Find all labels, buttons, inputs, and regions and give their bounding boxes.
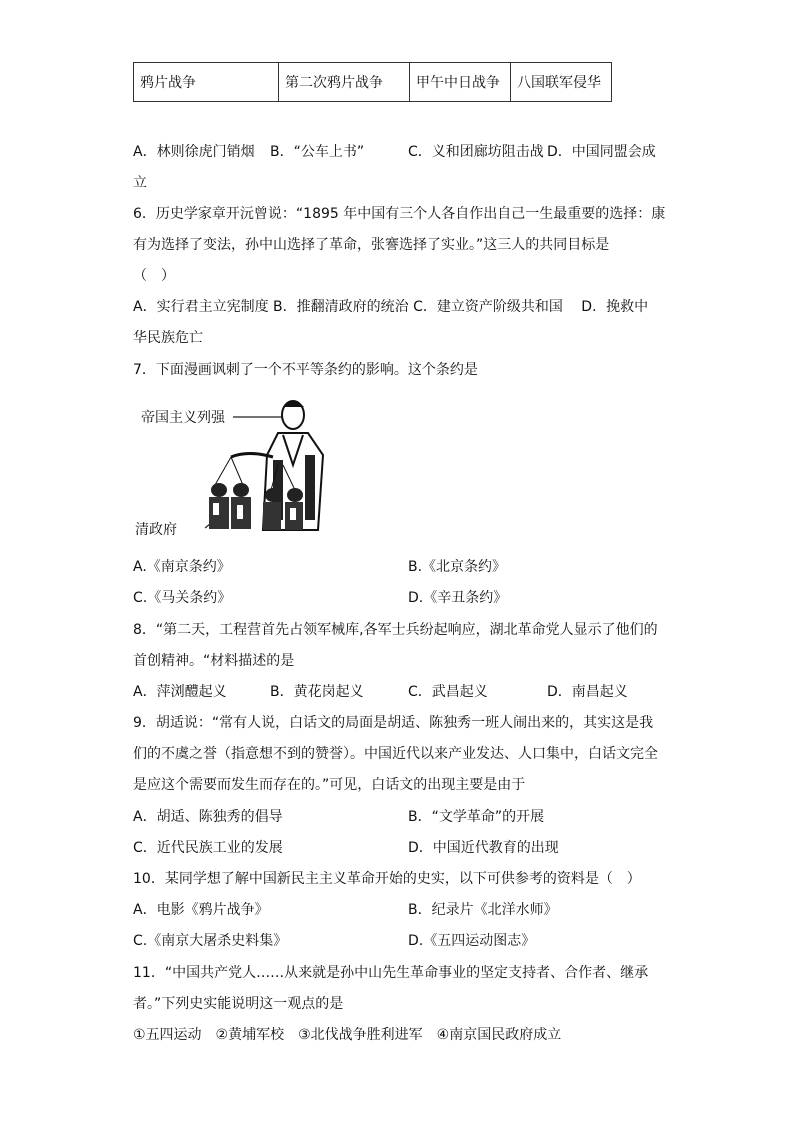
puppet-left [209,483,229,529]
q11-items: ①五四运动 ②黄埔军校 ③北伐战争胜利进军 ④南京国民政府成立 [133,1027,562,1043]
q10-option-d: D.《五四运动图志》 [408,933,536,949]
q5-option-b: B．“公车上书” [270,144,365,160]
war-table [133,62,612,102]
q5-option-c: C．义和团廊坊阻击战 [408,144,544,160]
q8-option-c: C．武昌起义 [408,684,488,700]
q5-option-d: D．中国同盟会成 [547,144,656,160]
q10-option-a: A．电影《鸦片战争》 [133,902,269,918]
q7-stem: 7．下面漫画讽刺了一个不平等条约的影响。这个条约是 [133,362,478,378]
q8-stem-line: 首创精神。“材料描述的是 [133,653,295,669]
q8-option-a: A．萍浏醴起义 [133,684,227,700]
q9-option-a: A．胡适、陈独秀的倡导 [133,809,283,825]
q8-option-b: B．黄花岗起义 [270,684,364,700]
q7-option-d: D.《辛丑条约》 [408,590,508,606]
q6-options-line: A．实行君主立宪制度 B．推翻清政府的统治 C．建立资产阶级共和国 D．挽救中 [133,299,649,315]
cartoon-label-imperialists: 帝国主义列强 [141,410,225,426]
table-row [134,63,612,102]
q9-stem-line: 是应这个需要而发生而存在的。”可见，白话文的出现主要是由于 [133,777,526,793]
table-cell: 甲午中日战争 [410,63,511,102]
q6-options-line: 华民族危亡 [133,330,203,346]
q6-answer-paren: （ ） [133,268,175,284]
q7-option-a: A.《南京条约》 [133,559,231,575]
table-cell: 八国联军侵华 [511,63,612,102]
q6-stem-line: 有为选择了变法，孙中山选择了革命，张謇选择了实业。”这三人的共同目标是 [133,237,610,253]
q5-wrap: 立 [133,175,147,191]
q8-option-d: D．南昌起义 [547,684,628,700]
q10-option-b: B．纪录片《北洋水师》 [408,902,558,918]
table-cell: 鸦片战争 [134,63,279,102]
q8-stem-line: 8．“第二天，工程营首先占领军械库,各军士兵纷起响应，湖北革命党人显示了他们的 [133,622,658,638]
q11-stem-line: 者。”下列史实能说明这一观点的是 [133,996,344,1012]
q9-stem-line: 9．胡适说：“常有人说，白话文的局面是胡适、陈独秀一班人闹出来的，其实这是我 [133,715,654,731]
q10-option-c: C.《南京大屠杀史料集》 [133,933,288,949]
q9-option-d: D．中国近代教育的出现 [408,840,559,856]
figure-arm [231,454,273,458]
q5-option-a: A．林则徐虎门销烟 [133,144,255,160]
cartoon-label-qing: 清政府 [135,522,177,538]
q10-stem: 10．某同学想了解中国新民主主义革命开始的史实，以下可供参考的资料是（ ） [133,871,641,887]
q9-stem-line: 们的不虞之誉（指意想不到的赞誉）。中国近代以来产业发达、人口集中，白话文完全 [133,746,658,762]
q9-option-c: C．近代民族工业的发展 [133,840,283,856]
table-cell: 第二次鸦片战争 [279,63,410,102]
cartoon-image [133,395,333,545]
q7-option-b: B.《北京条约》 [408,559,507,575]
puppet-middle [231,483,251,529]
q6-stem-line: 6．历史学家章开沅曾说：“1895 年中国有三个人各自作出自己一生最重要的选择：康 [133,206,666,222]
q11-stem-line: 11．“中国共产党人……从来就是孙中山先生革命事业的坚定支持者、合作者、继承 [133,965,649,981]
q7-option-c: C.《马关条约》 [133,590,232,606]
q9-option-b: B．“文学革命”的开展 [408,809,545,825]
